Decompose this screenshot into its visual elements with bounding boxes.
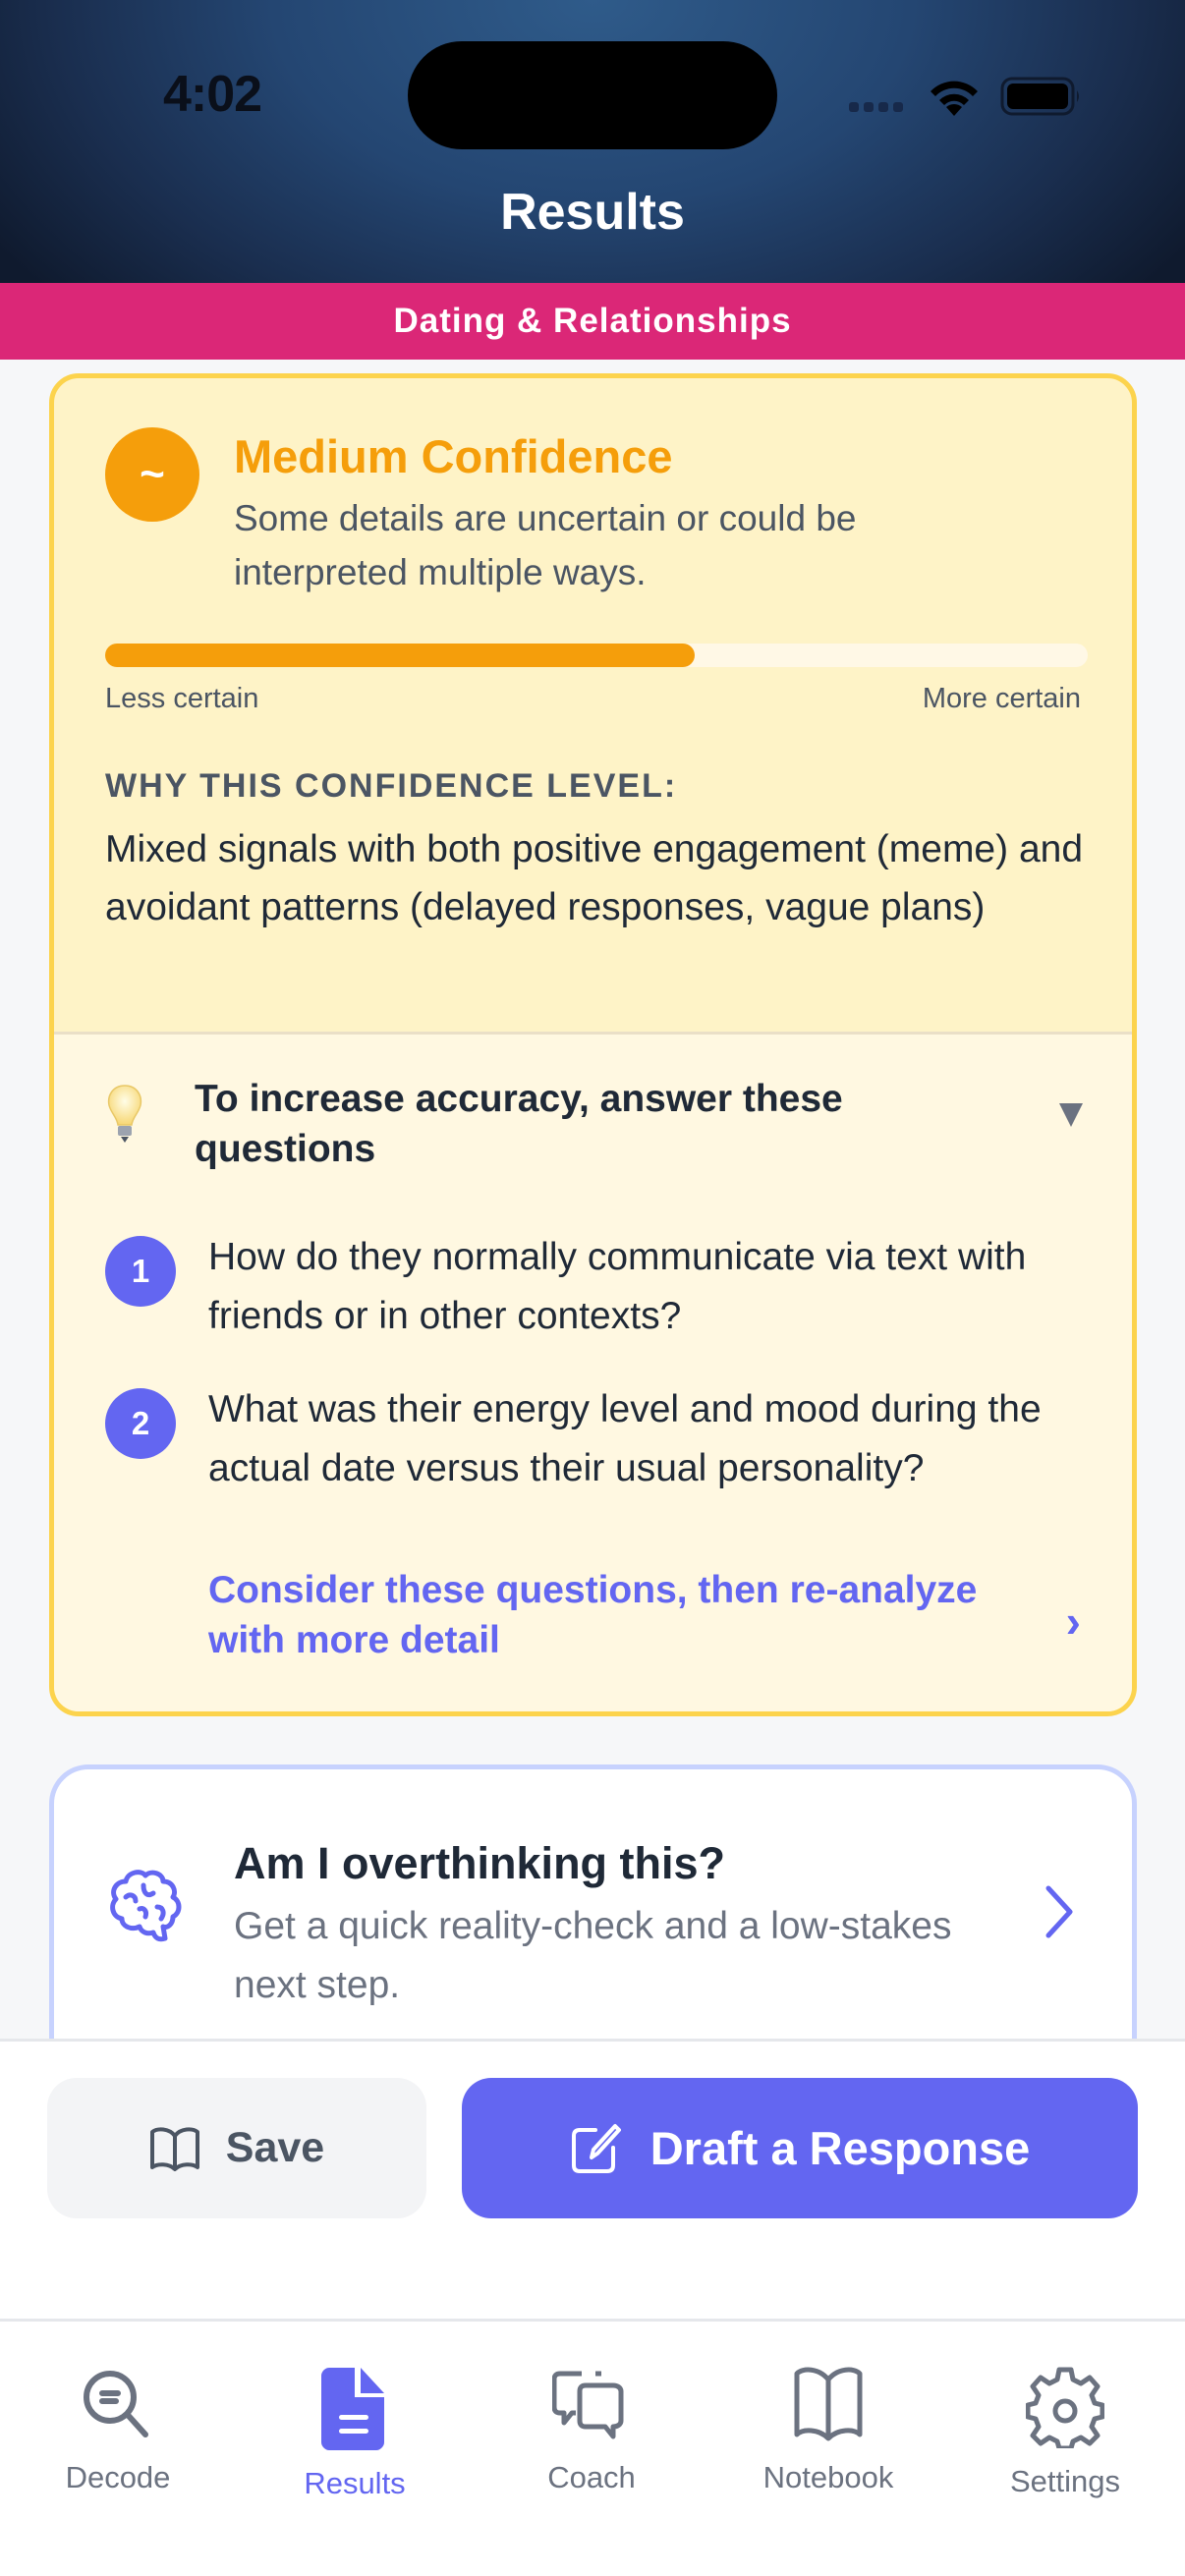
page-title: Results: [500, 184, 685, 241]
chevron-right-icon[interactable]: [1039, 1882, 1078, 1941]
draft-response-button[interactable]: [462, 2078, 1138, 2218]
lightbulb-icon: [105, 1084, 144, 1147]
question-number-badge: 2: [105, 1388, 176, 1459]
confidence-meter: [105, 644, 1088, 667]
book-icon: [149, 2126, 200, 2171]
tab-settings[interactable]: [967, 2366, 1163, 2513]
confidence-title: Medium Confidence: [234, 430, 673, 482]
questions-toggle[interactable]: To increase accuracy, answer these questions: [195, 1078, 843, 1170]
question-number-badge: 1: [105, 1236, 176, 1307]
collapse-caret-icon[interactable]: [1059, 1103, 1083, 1127]
document-icon: [315, 2366, 394, 2450]
tab-coach[interactable]: [493, 2366, 690, 2513]
tab-label: Coach: [547, 2460, 636, 2494]
action-bar: [0, 2039, 1185, 2321]
gear-icon: [1026, 2366, 1104, 2448]
chat-bubbles-icon: [552, 2366, 631, 2444]
why-confidence-heading: WHY THIS CONFIDENCE LEVEL:: [105, 767, 678, 805]
category-banner: Dating & Relationships: [0, 283, 1185, 360]
tab-notebook[interactable]: [730, 2366, 927, 2513]
tab-decode[interactable]: [20, 2366, 216, 2513]
confidence-description: Some details are uncertain or could be interpreted multiple ways.: [234, 498, 857, 592]
dynamic-island: [408, 41, 777, 149]
accuracy-questions-section: [54, 1035, 1132, 1716]
draft-label: Draft a Response: [649, 2122, 1031, 2174]
wifi-icon: [927, 77, 982, 118]
question-text: What was their energy level and mood during the actual date versus their usual personality?: [208, 1388, 1042, 1489]
confidence-card: [49, 373, 1137, 1716]
tab-results[interactable]: [256, 2366, 453, 2513]
tab-label: Decode: [65, 2460, 171, 2494]
brain-icon: [108, 1868, 191, 1942]
question-text: How do they normally communicate via text with friends or in other contexts?: [208, 1236, 1027, 1337]
tab-label: Notebook: [762, 2460, 894, 2494]
cellular-signal-icon: [849, 102, 903, 112]
save-button[interactable]: [47, 2078, 426, 2218]
save-label: Save: [225, 2124, 325, 2171]
reanalyze-link[interactable]: Consider these questions, then re-analyze with more detail: [208, 1569, 978, 1661]
confidence-meter-fill: [105, 644, 695, 667]
compose-icon: [570, 2122, 623, 2175]
book-icon: [789, 2366, 868, 2444]
why-confidence-text: Mixed signals with both positive engagement (meme) and avoidant patterns (delayed responses, vague plans): [105, 828, 1084, 928]
overthinking-title: Am I overthinking this?: [234, 1838, 726, 1888]
scale-left-label: Less certain: [105, 683, 259, 714]
scale-right-label: More certain: [922, 683, 1081, 714]
confidence-level-icon: ~: [105, 427, 199, 522]
tab-label: Results: [304, 2466, 406, 2500]
chevron-right-icon[interactable]: ›: [1065, 1596, 1081, 1647]
battery-icon: [1000, 77, 1083, 116]
header: [0, 0, 1185, 283]
tab-bar: [0, 2319, 1185, 2576]
overthinking-description: Get a quick reality-check and a low-stakes next step.: [234, 1905, 952, 2006]
status-time: 4:02: [163, 66, 262, 123]
tab-label: Settings: [1009, 2464, 1120, 2498]
search-icon: [79, 2366, 157, 2444]
